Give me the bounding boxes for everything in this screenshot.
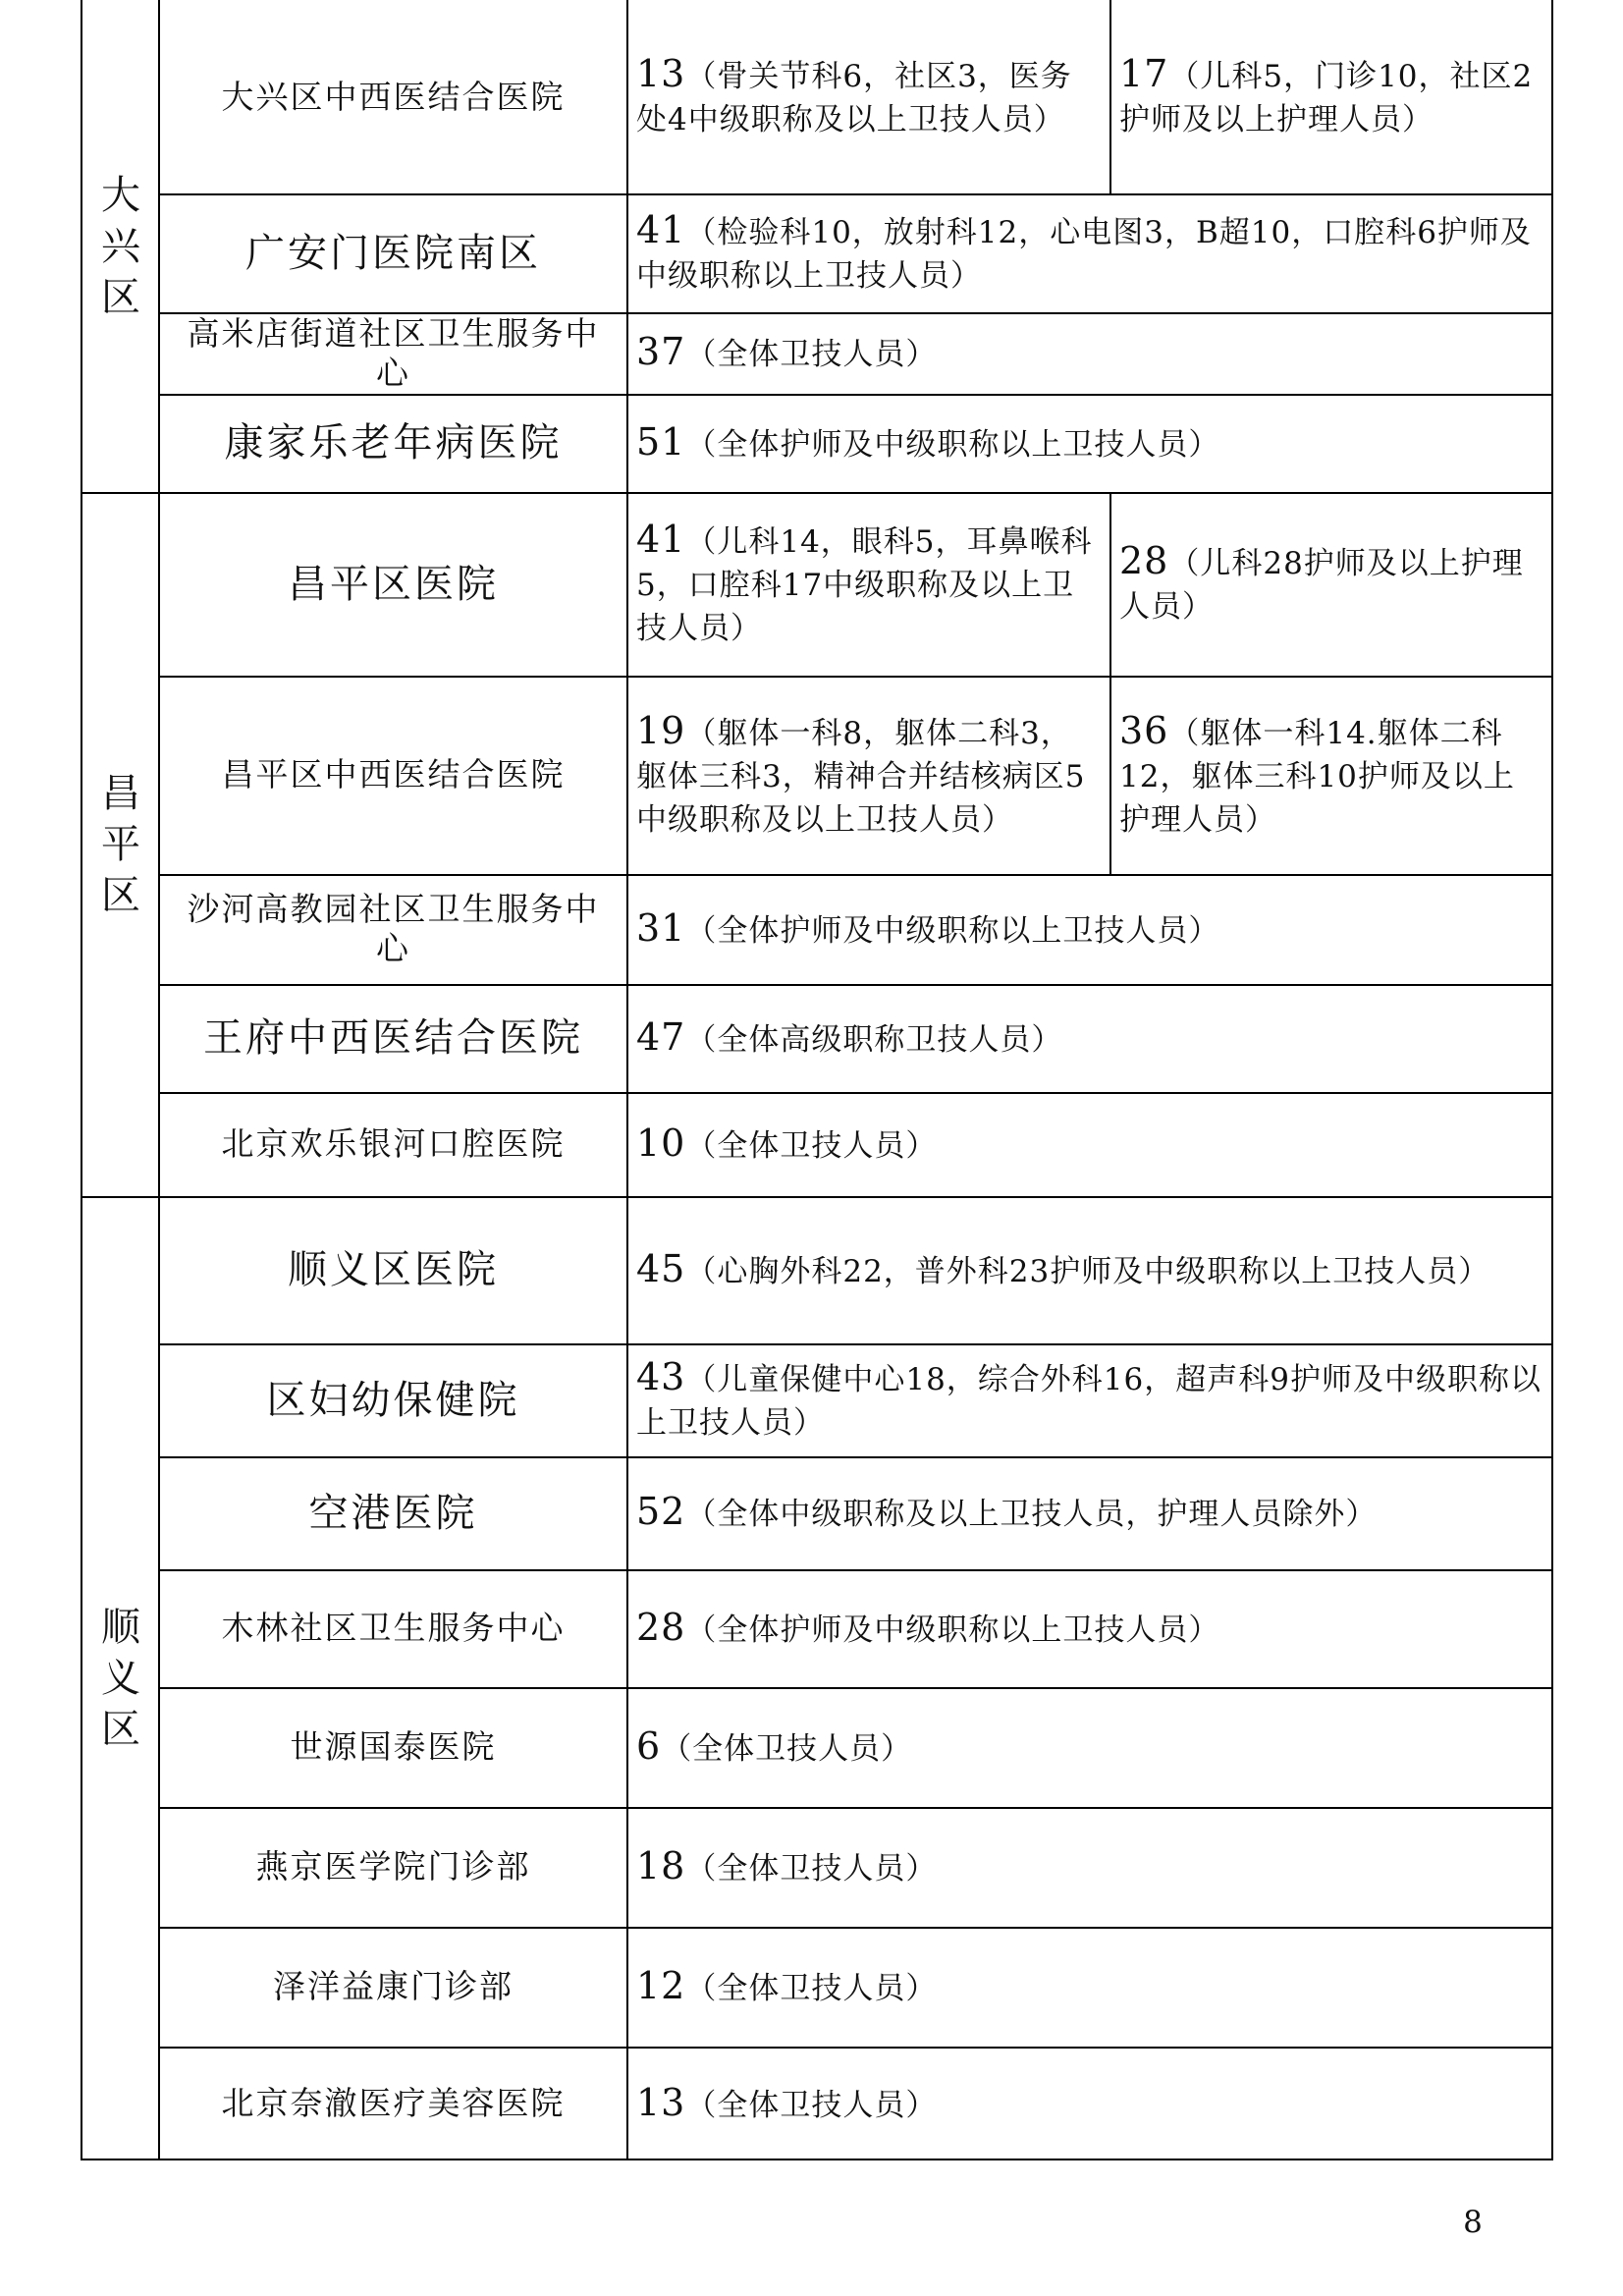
quota-number: 6 <box>636 1723 662 1768</box>
district-label <box>83 170 158 323</box>
quota-description: （儿童保健中心18，综合外科16，超声科9护师及中级职称以上卫技人员） <box>636 1362 1542 1441</box>
quota-cell <box>628 1343 1551 1456</box>
quota-description: （全体中级职称及以上卫技人员，护理人员除外） <box>685 1497 1378 1532</box>
table-border-right <box>1551 0 1553 2160</box>
quota-description: （检验科10，放射科12，心电图3，B超10，口腔科6护师及中级职称以上卫技人员） <box>636 215 1532 294</box>
quota-description: （儿科14，眼科5，耳鼻喉科5，口腔科17中级职称及以上卫技人员） <box>636 524 1093 646</box>
quota-cell <box>628 1927 1551 2047</box>
quota-cell <box>628 394 1551 492</box>
hospital-name: 空港医院 <box>308 1490 478 1536</box>
hospital-name: 顺义区医院 <box>288 1247 499 1292</box>
district-char: 兴 <box>101 223 140 269</box>
hospital-name: 昌平区医院 <box>288 561 499 607</box>
hospital-name: 区妇幼保健院 <box>266 1377 520 1423</box>
quota-description: （全体卫技人员） <box>685 1970 938 2006</box>
quota-number: 36 <box>1119 708 1169 752</box>
quota-number: 47 <box>636 1014 686 1059</box>
quota-number: 41 <box>636 208 686 251</box>
district-char: 平 <box>101 821 140 867</box>
hospital-name: 木林社区卫生服务中心 <box>221 1609 566 1647</box>
quota-cell <box>628 1569 1551 1687</box>
quota-number: 45 <box>636 1246 686 1290</box>
district-char: 大 <box>101 172 140 218</box>
quota-cell <box>628 1092 1551 1196</box>
quota-description: （躯体一科8，躯体二科3，躯体三科3，精神合并结核病区5中级职称及以上卫技人员） <box>636 715 1086 838</box>
hospital-name: 北京奈澈医疗美容医院 <box>221 2084 566 2122</box>
quota-description: （全体护师及中级职称以上卫技人员） <box>685 426 1220 463</box>
quota-cell <box>1111 676 1551 874</box>
quota-number: 12 <box>636 1963 686 2007</box>
quota-cell <box>1111 492 1551 676</box>
district-label <box>83 768 158 921</box>
quota-description: （躯体一科14.躯体二科12，躯体三科10护师及以上护理人员） <box>1119 715 1515 838</box>
quota-cell <box>628 312 1551 394</box>
quota-cell <box>1111 0 1551 193</box>
quota-cell <box>628 676 1109 874</box>
quota-cell <box>628 984 1551 1092</box>
quota-number: 51 <box>636 419 686 464</box>
hospital-name: 王府中西医结合医院 <box>203 1015 583 1061</box>
district-label <box>83 1602 158 1755</box>
district-char: 昌 <box>101 770 140 816</box>
quota-cell <box>628 1687 1551 1807</box>
hospital-name: 世源国泰医院 <box>290 1727 497 1766</box>
quota-number: 28 <box>636 1605 686 1649</box>
quota-description: （心胸外科22，普外科23护师及中级职称以上卫技人员） <box>685 1253 1490 1289</box>
hospital-name: 昌平区中西医结合医院 <box>221 755 566 793</box>
quota-number: 10 <box>636 1121 686 1165</box>
quota-description: （儿科5，门诊10，社区2护师及以上护理人员） <box>1119 59 1534 137</box>
hospital-name: 康家乐老年病医院 <box>224 420 563 465</box>
district-divider <box>81 492 158 494</box>
quota-number: 19 <box>636 708 686 752</box>
district-char: 区 <box>101 1707 140 1752</box>
quota-description: （儿科28护师及以上护理人员） <box>1119 546 1524 625</box>
district-char: 区 <box>101 274 140 320</box>
quota-cell <box>628 492 1109 676</box>
hospital-name: 北京欢乐银河口腔医院 <box>221 1124 566 1163</box>
quota-description: （骨关节科6，社区3，医务处4中级职称及以上卫技人员） <box>636 59 1072 137</box>
hospital-name: 燕京医学院门诊部 <box>255 1847 531 1886</box>
quota-number: 17 <box>1119 52 1169 95</box>
page-number: 8 <box>1463 2205 1483 2240</box>
quota-cell <box>628 1456 1551 1569</box>
hospital-name: 广安门医院南区 <box>245 230 541 276</box>
quota-number: 18 <box>636 1843 686 1887</box>
quota-description: （全体卫技人员） <box>685 337 938 372</box>
quota-number: 41 <box>636 518 686 561</box>
district-char: 顺 <box>101 1605 140 1650</box>
quota-number: 28 <box>1119 539 1169 582</box>
quota-number: 37 <box>636 330 686 373</box>
quota-description: （全体卫技人员） <box>685 1850 938 1886</box>
quota-cell <box>628 2047 1551 2160</box>
quota-number: 13 <box>636 52 686 95</box>
quota-cell <box>628 874 1551 984</box>
quota-description: （全体护师及中级职称以上卫技人员） <box>685 912 1220 949</box>
quota-number: 52 <box>636 1490 686 1533</box>
quota-number: 13 <box>636 2080 686 2124</box>
quota-description: （全体护师及中级职称以上卫技人员） <box>685 1612 1220 1648</box>
district-divider <box>81 1196 158 1198</box>
quota-number: 31 <box>636 905 686 950</box>
district-char: 义 <box>101 1656 140 1701</box>
quota-description: （全体卫技人员） <box>661 1730 913 1767</box>
hospital-name: 大兴区中西医结合医院 <box>221 77 566 116</box>
quota-cell <box>628 0 1109 193</box>
quota-cell <box>628 1807 1551 1927</box>
district-char: 区 <box>101 872 140 918</box>
quota-description: （全体高级职称卫技人员） <box>685 1021 1063 1058</box>
hospital-name: 高米店街道社区卫生服务中心 <box>187 313 600 392</box>
quota-number: 43 <box>636 1355 686 1398</box>
quota-cell <box>628 1196 1551 1343</box>
hospital-name: 泽洋益康门诊部 <box>273 1967 514 2005</box>
hospital-name: 沙河高教园社区卫生服务中心 <box>187 890 600 967</box>
quota-description: （全体卫技人员） <box>685 2087 938 2123</box>
quota-description: （全体卫技人员） <box>685 1127 938 1164</box>
quota-cell <box>628 193 1551 312</box>
table-border-left <box>81 0 82 2160</box>
